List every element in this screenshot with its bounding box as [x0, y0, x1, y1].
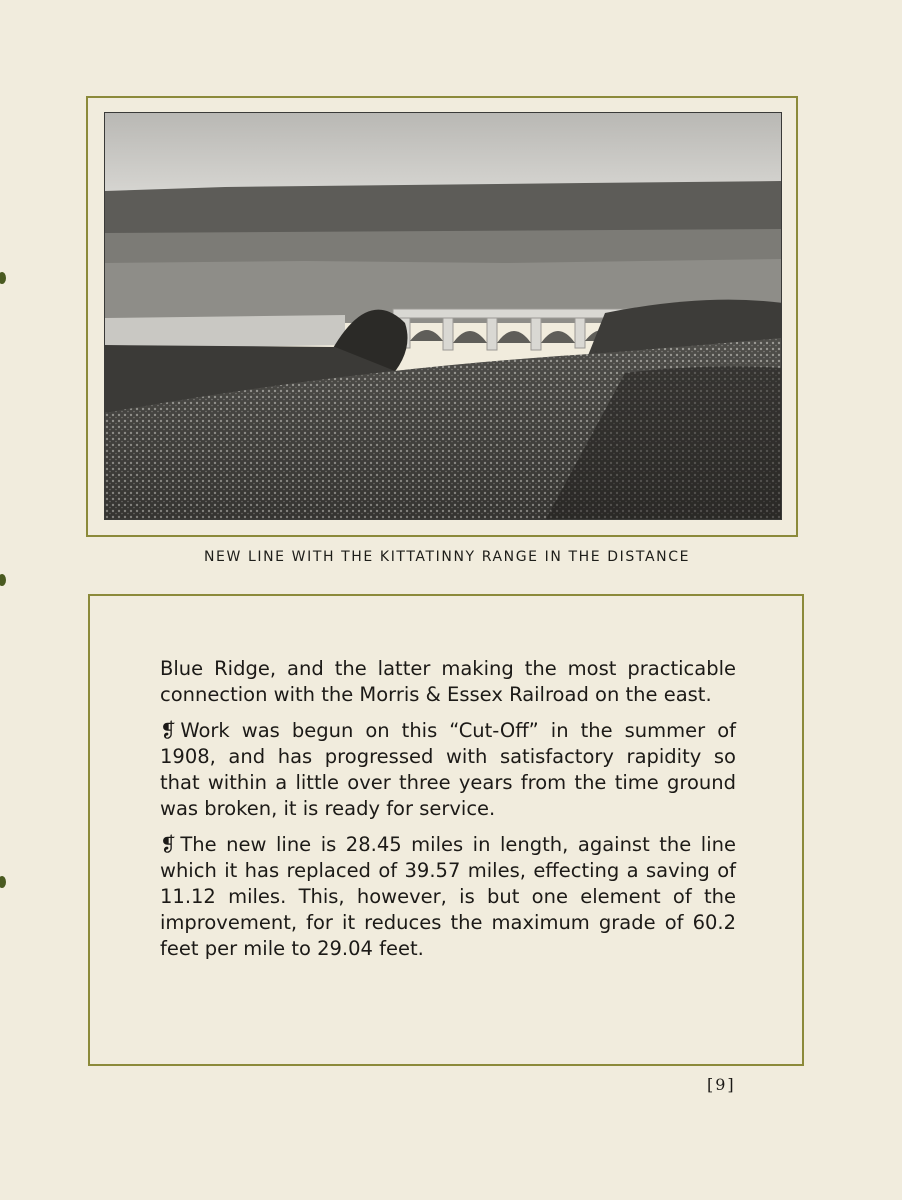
binding-mark	[0, 574, 6, 586]
paragraph-marker: ❡	[160, 719, 177, 742]
binding-mark	[0, 876, 6, 888]
binding-mark	[0, 272, 6, 284]
paragraph-text: The new line is 28.45 miles in length, against the line which it has replaced of 39.57 miles, effecting a saving of 11.12 miles. This, however, is but one element of the improvement, for it reduces the maximum grade of 60.2 feet per mile to 29.04 feet.	[160, 833, 736, 960]
page-number: [9]	[707, 1075, 736, 1094]
paragraph-text: Work was begun on this “Cut-Off” in the summer of 1908, and has progressed with satisfactory rapidity so that within a little over three years from the time ground was broken, it is ready for service.	[160, 719, 736, 820]
paragraph-marker: ❡	[160, 833, 177, 856]
paragraph-text: Blue Ridge, and the latter making the most practicable connection with the Morris & Essex Railroad on the east.	[160, 657, 736, 706]
body-text	[160, 656, 736, 972]
photo-caption: NEW LINE WITH THE KITTATINNY RANGE IN THE DISTANCE	[203, 549, 691, 565]
paragraph	[160, 656, 736, 708]
paragraph	[160, 718, 736, 822]
paragraph	[160, 832, 736, 962]
landscape-photo	[104, 112, 782, 520]
